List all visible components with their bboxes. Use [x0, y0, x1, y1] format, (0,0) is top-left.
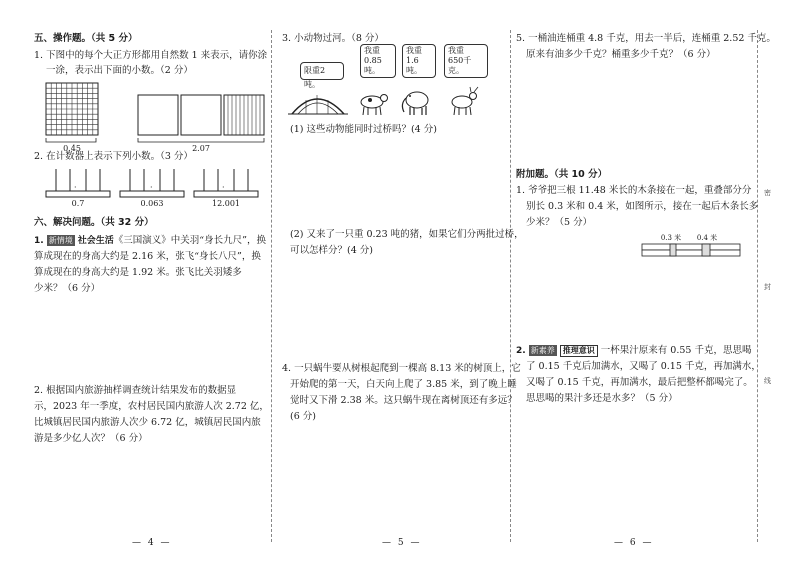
- abacus-1-decimal-point: ·: [74, 183, 77, 192]
- bubble-animal-2: 我重 1.6吨。: [402, 44, 436, 78]
- bridge-animals-illustration: [282, 82, 504, 122]
- bubble-animal-1: 我重 0.85吨。: [360, 44, 396, 78]
- page-6: [516, 0, 776, 569]
- p1-line3: 算成现在的身高大约是 1.92 米。张飞比关羽矮多: [34, 267, 242, 278]
- p4-line2: 开始爬的第一天，白天向上爬了 3.85 米，到了晚上睡: [290, 379, 517, 390]
- side-mark-xian: 线: [764, 377, 771, 385]
- q2-title: 2. 在计数器上表示下列小数。（3 分）: [34, 151, 193, 162]
- abacus-label-1: 0.7: [71, 199, 85, 208]
- p1-line1: 1. 新情境 社会生活《三国演义》中关羽“身长九尺”，换: [34, 235, 266, 246]
- tenths-square[interactable]: [224, 95, 264, 135]
- p4-line3: 觉时又下滑 2.38 米。这只蜗牛现在离树顶还有多远？: [290, 395, 517, 406]
- extra-section-title: 附加题。（共 10 分）: [516, 169, 608, 180]
- e2-line2: 了 0.15 千克后加满水，又喝了 0.15 千克，再加满水，: [526, 361, 761, 372]
- column-divider-2: [510, 30, 511, 542]
- bubble-animal-3: 我重 650千克。: [444, 44, 488, 78]
- p2-line1: 2. 根据国内旅游抽样调查统计结果发布的数据显: [34, 385, 237, 396]
- side-mark-feng: 封: [764, 283, 771, 291]
- column-divider-1: [271, 30, 272, 542]
- e2-line1: 2. 新素养 推理意识 一杯果汁原来有 0.55 千克，思思喝: [516, 345, 752, 356]
- side-mark-mi: 密: [764, 189, 771, 197]
- abacus-2-decimal-point: ·: [150, 183, 153, 192]
- p5-line2: 原来有油多少千克？桶重多少千克？（6 分）: [526, 49, 716, 60]
- overlap-label-b: 0.4 米: [696, 234, 718, 242]
- p1-tag-new-context: 新情境: [48, 236, 73, 245]
- e1-line1: 1. 爷爷把三根 11.48 米长的木条接在一起，重叠部分分: [516, 185, 752, 196]
- page-4: [34, 0, 269, 569]
- whole-square-2[interactable]: [181, 95, 221, 135]
- whole-square-1[interactable]: [138, 95, 178, 135]
- q1-label-b: 2.07: [192, 144, 210, 153]
- hundred-grid[interactable]: [46, 83, 98, 135]
- page-5: [282, 0, 524, 569]
- bridge-icon: [288, 95, 348, 114]
- p4-line1: 4. 一只蜗牛要从树根起爬到一棵高 8.13 米的树顶上，它: [282, 363, 521, 374]
- e2-line4: 思思喝的果汁多还是水多？（5 分）: [526, 393, 678, 404]
- p1-line2: 算成现在的身高大约是 2.16 米，张飞“身长八尺”，换: [34, 251, 261, 262]
- wood-strips-diagram: [642, 242, 742, 262]
- elephant-icon: [402, 92, 428, 115]
- e2-tag-new-literacy: 新素养: [530, 346, 555, 355]
- p5-line1: 5. 一桶油连桶重 4.8 千克，用去一半后，连桶重 2.52 千克。: [516, 33, 776, 44]
- p3-sub2-line2: 可以怎样分？(4 分): [290, 245, 373, 256]
- e2-line3: 又喝了 0.15 千克，再加满水，最后把整杯都喝完了。: [526, 377, 753, 388]
- binding-line: [757, 30, 758, 542]
- e2-tag-reasoning: 推理意识: [560, 345, 598, 357]
- section-5-title: 五、操作题。（共 5 分）: [34, 33, 138, 44]
- abacus-3-decimal-point: ·: [222, 183, 225, 192]
- p2-line3: 比城镇居民国内旅游人次少 6.72 亿，城镇居民国内旅: [34, 417, 261, 428]
- p4-line4: (6 分): [290, 411, 316, 422]
- e2-number: 2.: [516, 346, 526, 356]
- cow-icon: [361, 95, 388, 116]
- abacus-1[interactable]: [46, 169, 110, 197]
- abacus-label-2: 0.063: [140, 199, 164, 208]
- bubble-bridge: 限重2吨。: [300, 62, 344, 80]
- overlap-label-a: 0.3 米: [660, 234, 682, 242]
- e1-line2: 别长 0.3 米和 0.4 米，如图所示，接在一起后木条长多: [526, 201, 759, 212]
- p2-line2: 示，2023 年一季度，农村居民国内旅游人次 2.72 亿，: [34, 401, 269, 412]
- e1-line3: 少米？（5 分）: [526, 217, 593, 228]
- page-number-6: — 6 —: [614, 538, 654, 548]
- section-6-title: 六、解决问题。（共 32 分）: [34, 217, 154, 228]
- p1-number: 1.: [34, 236, 44, 246]
- page-number-5: — 5 —: [382, 538, 422, 548]
- goat-icon: [452, 87, 478, 115]
- q1-text-line2: 一涂，表示出下面的小数。（2 分）: [46, 65, 193, 76]
- abacus-3[interactable]: [194, 169, 258, 197]
- q1-label-a: 0.45: [63, 144, 81, 153]
- p3-sub1: (1) 这些动物能同时过桥吗？(4 分): [290, 124, 437, 135]
- abacus-label-3: 12.001: [212, 199, 240, 208]
- p1-tag-social-life: 社会生活: [77, 236, 114, 246]
- p1-line4: 少米？（6 分）: [34, 283, 101, 294]
- q1-text-line1: 1. 下图中的每个大正方形都用自然数 1 来表示，请你涂: [34, 50, 268, 61]
- p2-line4: 游是多少亿人次？（6 分）: [34, 433, 148, 444]
- page-number-4: — 4 —: [132, 538, 172, 548]
- p3-title: 3. 小动物过河。（8 分）: [282, 33, 384, 44]
- p3-sub2-line1: (2) 又来了一只重 0.23 吨的猪，如果它们分两批过桥，: [290, 229, 524, 240]
